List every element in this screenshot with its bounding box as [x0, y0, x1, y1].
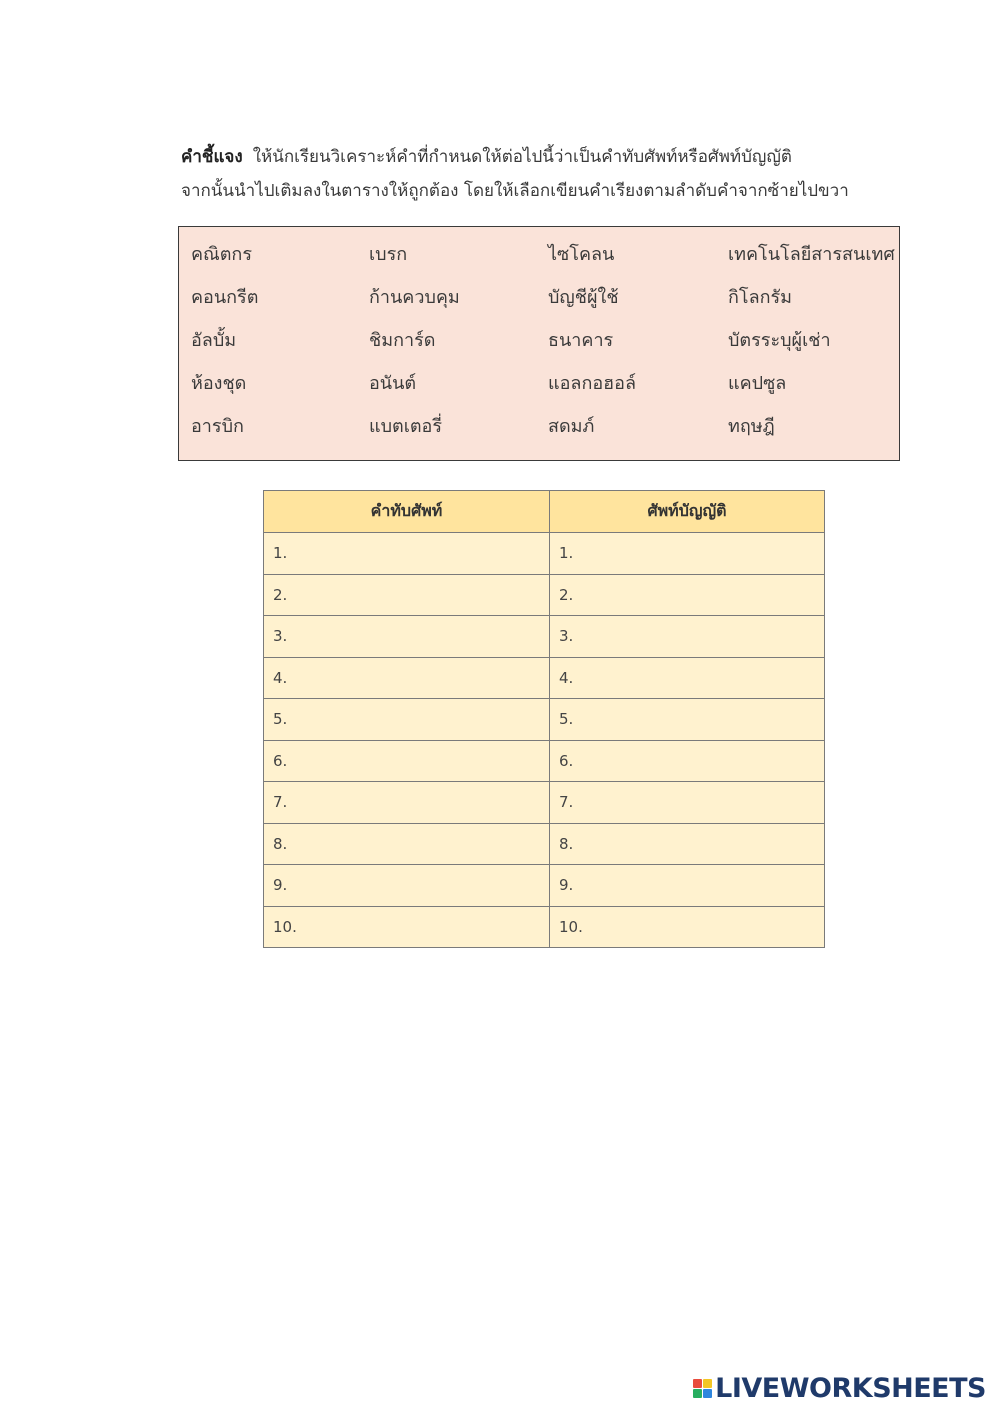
table-row — [264, 906, 825, 948]
instructions-text-1: ให้นักเรียนวิเคราะห์คำที่กำหนดให้ต่อไปนี้ว่าเป็นคำทับศัพท์หรือศัพท์บัญญัติ — [252, 147, 792, 167]
liveworksheets-logo-icon — [693, 1379, 712, 1398]
word-bank-item: กิโลกรัม — [728, 287, 793, 308]
answer-cell-transliterated[interactable]: 10. — [264, 906, 550, 948]
answer-table — [263, 490, 825, 948]
header-transliterated-words: คำทับศัพท์ — [264, 491, 550, 533]
answer-cell-coined[interactable]: 5. — [550, 699, 825, 741]
answer-cell-coined[interactable]: 10. — [550, 906, 825, 948]
word-bank-item: เบรก — [369, 244, 408, 265]
answer-cell-coined[interactable]: 6. — [550, 740, 825, 782]
word-bank-item: อารบิก — [191, 416, 244, 437]
answer-cell-transliterated[interactable]: 5. — [264, 699, 550, 741]
word-bank-item: แคปซูล — [728, 373, 787, 394]
word-bank-item: แบตเตอรี่ — [369, 416, 443, 437]
answer-cell-coined[interactable]: 3. — [550, 616, 825, 658]
word-bank-item: อนันต์ — [369, 373, 417, 394]
word-bank — [178, 226, 900, 461]
liveworksheets-logo — [693, 1373, 986, 1404]
word-bank-item: ก้านควบคุม — [369, 287, 460, 308]
logo-square — [693, 1379, 702, 1388]
instructions-line-2: จากนั้นนำไปเติมลงในตารางให้ถูกต้อง โดยให้เลือกเขียนคำเรียงตามลำดับคำจากซ้ายไปขวา — [181, 181, 849, 201]
word-bank-item: ธนาคาร — [548, 330, 614, 351]
table-row — [264, 823, 825, 865]
word-bank-item: คอนกรีต — [191, 287, 259, 308]
word-bank-item: ชิมการ์ด — [369, 330, 436, 351]
table-row — [264, 574, 825, 616]
word-bank-item: ไซโคลน — [548, 244, 615, 265]
logo-square — [703, 1379, 712, 1388]
instructions — [181, 140, 941, 208]
header-coined-terms: ศัพท์บัญญัติ — [550, 491, 825, 533]
word-bank-item: คณิตกร — [191, 244, 252, 265]
answer-cell-transliterated[interactable]: 4. — [264, 657, 550, 699]
word-bank-item: เทคโนโลยีสารสนเทศ — [728, 244, 895, 265]
instructions-line-1 — [181, 140, 941, 174]
table-row — [264, 740, 825, 782]
answer-cell-coined[interactable]: 7. — [550, 782, 825, 824]
word-bank-item: อัลบั้ม — [191, 330, 237, 351]
answer-cell-coined[interactable]: 8. — [550, 823, 825, 865]
word-bank-item: บัญชีผู้ใช้ — [548, 287, 619, 308]
answer-cell-coined[interactable]: 9. — [550, 865, 825, 907]
table-row — [264, 616, 825, 658]
answer-cell-transliterated[interactable]: 9. — [264, 865, 550, 907]
word-bank-item: แอลกอฮอล์ — [548, 373, 636, 394]
table-row — [264, 782, 825, 824]
table-row — [264, 699, 825, 741]
table-row — [264, 865, 825, 907]
table-row — [264, 533, 825, 575]
answer-cell-transliterated[interactable]: 6. — [264, 740, 550, 782]
answer-cell-coined[interactable]: 2. — [550, 574, 825, 616]
word-bank-item: ทฤษฎี — [728, 416, 775, 437]
instructions-label: คำชี้แจง — [181, 147, 243, 167]
logo-square — [703, 1389, 712, 1398]
word-bank-item: สดมภ์ — [548, 416, 595, 437]
word-bank-item: ห้องชุด — [191, 373, 247, 394]
logo-square — [693, 1389, 702, 1398]
answer-cell-transliterated[interactable]: 8. — [264, 823, 550, 865]
answer-cell-transliterated[interactable]: 3. — [264, 616, 550, 658]
answer-cell-transliterated[interactable]: 2. — [264, 574, 550, 616]
answer-cell-coined[interactable]: 4. — [550, 657, 825, 699]
logo-text: LIVEWORKSHEETS — [715, 1373, 986, 1404]
answer-cell-coined[interactable]: 1. — [550, 533, 825, 575]
table-header-row — [264, 491, 825, 533]
table-row — [264, 657, 825, 699]
answer-cell-transliterated[interactable]: 1. — [264, 533, 550, 575]
word-bank-item: บัตรระบุผู้เช่า — [728, 330, 831, 351]
answer-cell-transliterated[interactable]: 7. — [264, 782, 550, 824]
